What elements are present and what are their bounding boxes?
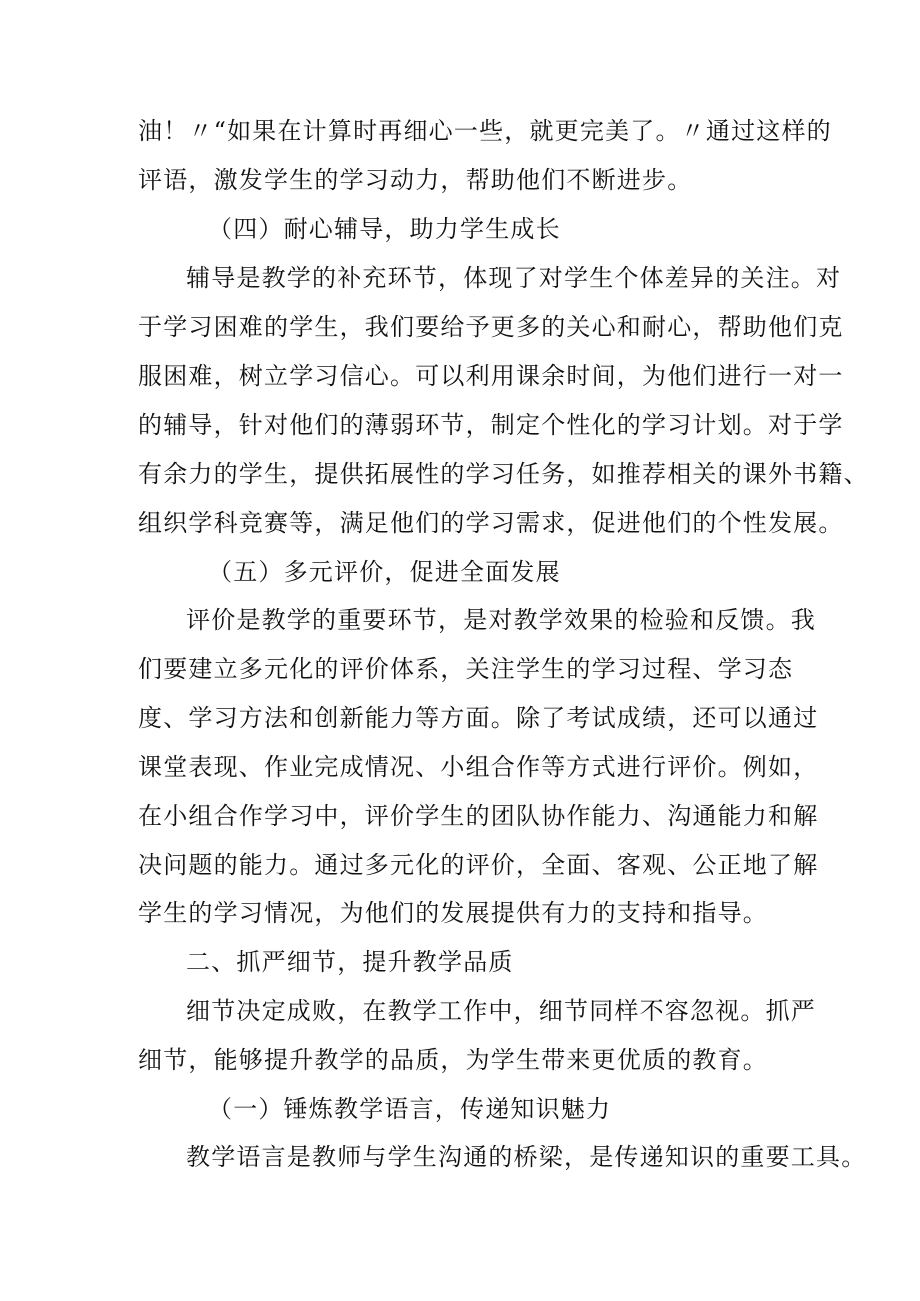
chapter-heading: 二、抓严细节，提升教学品质 bbox=[186, 948, 514, 976]
section-heading: （五）多元评价，促进全面发展 bbox=[208, 558, 561, 586]
text-line: 评价是教学的重要环节，是对教学效果的检验和反馈。我 bbox=[186, 606, 816, 634]
text-line: 于学习困难的学生，我们要给予更多的关心和耐心，帮助他们克 bbox=[138, 313, 844, 341]
text-line: 学生的学习情况，为他们的发展提供有力的支持和指导。 bbox=[138, 899, 768, 927]
text-line: 决问题的能力。通过多元化的评价，全面、客观、公正地了解 bbox=[138, 851, 819, 879]
text-line: 们要建立多元化的评价体系，关注学生的学习过程、学习态 bbox=[138, 655, 794, 683]
text-line: 在小组合作学习中，评价学生的团队协作能力、沟通能力和解 bbox=[138, 802, 819, 830]
text-line: 组织学科竞赛等，满足他们的学习需求，促进他们的个性发展。 bbox=[138, 509, 844, 537]
section-heading: （一）锤炼教学语言，传递知识魅力 bbox=[208, 1095, 612, 1123]
text-line: 有余力的学生，提供拓展性的学习任务，如推荐相关的课外书籍、 bbox=[138, 460, 869, 488]
text-line: 教学语言是教师与学生沟通的桥梁，是传递知识的重要工具。 bbox=[186, 1143, 867, 1171]
text-line: 细节，能够提升教学的品质，为学生带来更优质的教育。 bbox=[138, 1046, 768, 1074]
text-line: 课堂表现、作业完成情况、小组合作等方式进行评价。例如， bbox=[138, 753, 819, 781]
section-heading: （四）耐心辅导，助力学生成长 bbox=[208, 215, 561, 243]
text-line: 辅导是教学的补充环节，体现了对学生个体差异的关注。对 bbox=[186, 264, 842, 292]
text-line: 油！〃“如果在计算时再细心一些，就更完美了。〃通过这样的 bbox=[138, 117, 832, 145]
text-line: 细节决定成败，在教学工作中，细节同样不容忽视。抓严 bbox=[186, 997, 816, 1025]
text-line: 评语，激发学生的学习动力，帮助他们不断进步。 bbox=[138, 166, 693, 194]
text-line: 服困难，树立学习信心。可以利用课余时间，为他们进行一对一 bbox=[138, 362, 844, 390]
text-line: 度、学习方法和创新能力等方面。除了考试成绩，还可以通过 bbox=[138, 704, 819, 732]
text-line: 的辅导，针对他们的薄弱环节，制定个性化的学习计划。对于学 bbox=[138, 411, 844, 439]
